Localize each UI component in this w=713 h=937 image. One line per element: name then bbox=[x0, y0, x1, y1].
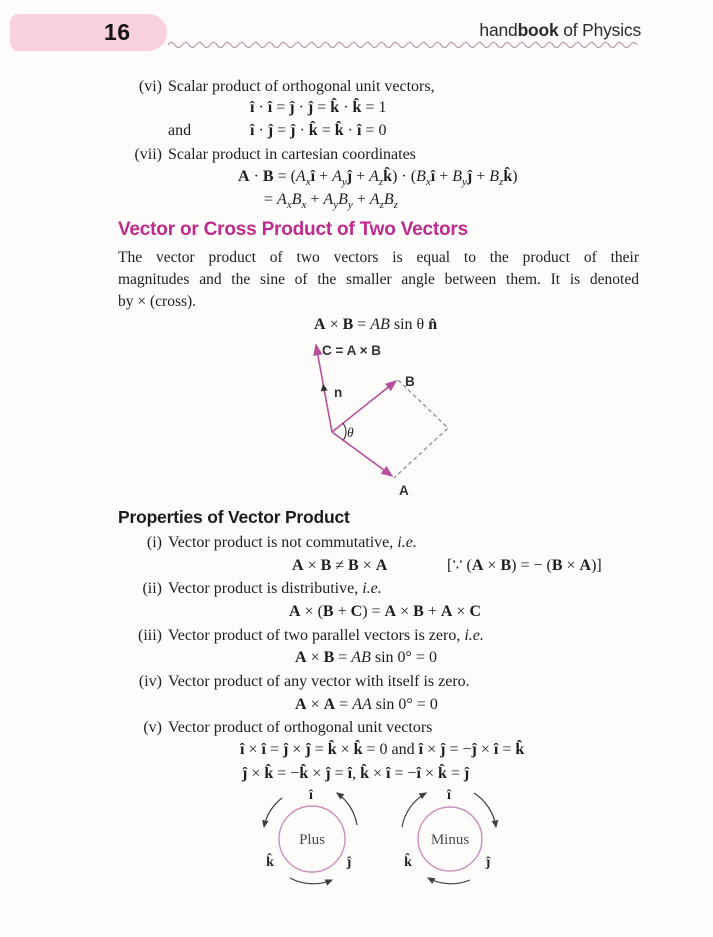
property-item-4 bbox=[118, 671, 470, 693]
property-item-1 bbox=[118, 532, 417, 554]
cross-product-figure bbox=[278, 336, 490, 506]
plus-arrow-j-to-i bbox=[337, 793, 357, 825]
equation-property-5a: î × î = ĵ × ĵ = k̂ × k̂ = 0 and î × ĵ = −ĵ × î = k̂ bbox=[240, 741, 525, 758]
book-title-pre: hand bbox=[479, 20, 518, 40]
equation-property-5b: ĵ × k̂ = −k̂ × ĵ = î, k̂ × î = −î × k̂ = ĵ bbox=[242, 765, 470, 782]
property-3-number: (iii) bbox=[138, 627, 162, 644]
equation-vi-2: î · ĵ = ĵ · k̂ = k̂ · î = 0 bbox=[250, 122, 387, 139]
property-item-3 bbox=[118, 625, 484, 647]
label-and: and bbox=[168, 122, 192, 139]
equation-property-2: A × (B + C) = A × B + A × C bbox=[289, 603, 481, 620]
item-vii bbox=[100, 144, 416, 166]
plus-cycle-diagram bbox=[264, 788, 357, 884]
property-1-number: (i) bbox=[146, 534, 162, 551]
plus-arrow-i-to-k bbox=[264, 798, 282, 827]
item-vi-number: (vi) bbox=[138, 78, 162, 95]
item-vii-text: Scalar product in cartesian coordinates bbox=[168, 146, 416, 163]
property-5-text: Vector product of orthogonal unit vectors bbox=[168, 719, 433, 736]
item-vii-number: (vii) bbox=[134, 146, 162, 163]
label-vector-a: A bbox=[399, 483, 409, 498]
property-4-text: Vector product of any vector with itself is zero. bbox=[168, 673, 470, 690]
label-c-equals-a-cross-b: C = A × B bbox=[322, 343, 382, 358]
label-vector-b: B bbox=[405, 374, 415, 389]
property-1-text: Vector product is not commutative, i.e. bbox=[168, 534, 417, 551]
page-number: 16 bbox=[104, 19, 131, 45]
section-heading-properties: Properties of Vector Product bbox=[118, 507, 350, 527]
book-title-post: of Physics bbox=[558, 20, 641, 40]
paragraph-line-2: magnitudes and the sine of the smaller angle between them. It is denoted bbox=[118, 271, 639, 288]
minus-label: Minus bbox=[430, 832, 470, 848]
plus-k-hat-label: k̂ bbox=[266, 855, 274, 870]
equation-cross-definition: A × B = AB sin θ n̂ bbox=[314, 316, 438, 333]
wavy-divider bbox=[168, 39, 642, 51]
book-title bbox=[479, 20, 641, 41]
vector-a-arrow bbox=[332, 432, 392, 476]
cyclic-order-figure bbox=[230, 782, 542, 914]
minus-i-hat-label: î bbox=[447, 788, 451, 803]
minus-j-hat-label: ĵ bbox=[485, 855, 491, 870]
book-title-bold: book bbox=[517, 20, 559, 40]
theta-angle-arc bbox=[343, 423, 346, 440]
plus-label: Plus bbox=[299, 832, 325, 848]
plus-arrow-k-to-j bbox=[290, 878, 332, 884]
equation-property-1: A × B ≠ B × A bbox=[292, 557, 388, 574]
property-2-text: Vector product is distributive, i.e. bbox=[168, 580, 382, 597]
item-vi-text: Scalar product of orthogonal unit vectors, bbox=[168, 78, 435, 95]
label-n: n bbox=[334, 385, 343, 400]
minus-cycle-diagram bbox=[402, 788, 496, 884]
property-item-2 bbox=[118, 578, 382, 600]
n-unit-arrowhead bbox=[321, 384, 328, 392]
equation-vii-1: $A \cdot B = (A_xî$ + $A_yĵ$ + $A_zk̂$) · ($B_xî$ + $B_yĵ$ + $B_zk̂$) bbox=[238, 168, 518, 189]
page-number-badge bbox=[10, 14, 167, 51]
plus-j-hat-label: ĵ bbox=[346, 855, 352, 870]
equation-property-1-note: [∵ (A × B) = − (B × A)] bbox=[447, 557, 602, 574]
item-vi bbox=[100, 76, 435, 98]
property-2-number: (ii) bbox=[142, 580, 162, 597]
equation-property-4: A × A = AA sin 0° = 0 bbox=[295, 696, 438, 713]
equation-vii-2: = $A_xB_x + A_yB_y + A_zB_z$ bbox=[264, 191, 398, 212]
equation-vi-1: î · î = ĵ · ĵ = k̂ · k̂ = 1 bbox=[250, 99, 387, 116]
minus-arrow-j-to-k bbox=[428, 878, 470, 884]
plus-i-hat-label: î bbox=[309, 788, 313, 803]
property-item-5 bbox=[118, 717, 432, 739]
wavy-line-path bbox=[168, 43, 637, 48]
property-4-number: (iv) bbox=[138, 673, 162, 690]
property-5-number: (v) bbox=[143, 719, 162, 736]
property-3-text: Vector product of two parallel vectors is zero, i.e. bbox=[168, 627, 484, 644]
paragraph-line-3: by × (cross). bbox=[118, 293, 197, 310]
paragraph-line-1: The vector product of two vectors is equal to the product of their bbox=[118, 249, 639, 266]
equation-property-3: A × B = AB sin 0° = 0 bbox=[295, 649, 437, 666]
label-theta: θ bbox=[347, 425, 354, 440]
section-heading-cross-product: Vector or Cross Product of Two Vectors bbox=[118, 219, 468, 240]
parallelogram-dashed-lines bbox=[394, 380, 448, 478]
minus-k-hat-label: k̂ bbox=[404, 855, 412, 870]
